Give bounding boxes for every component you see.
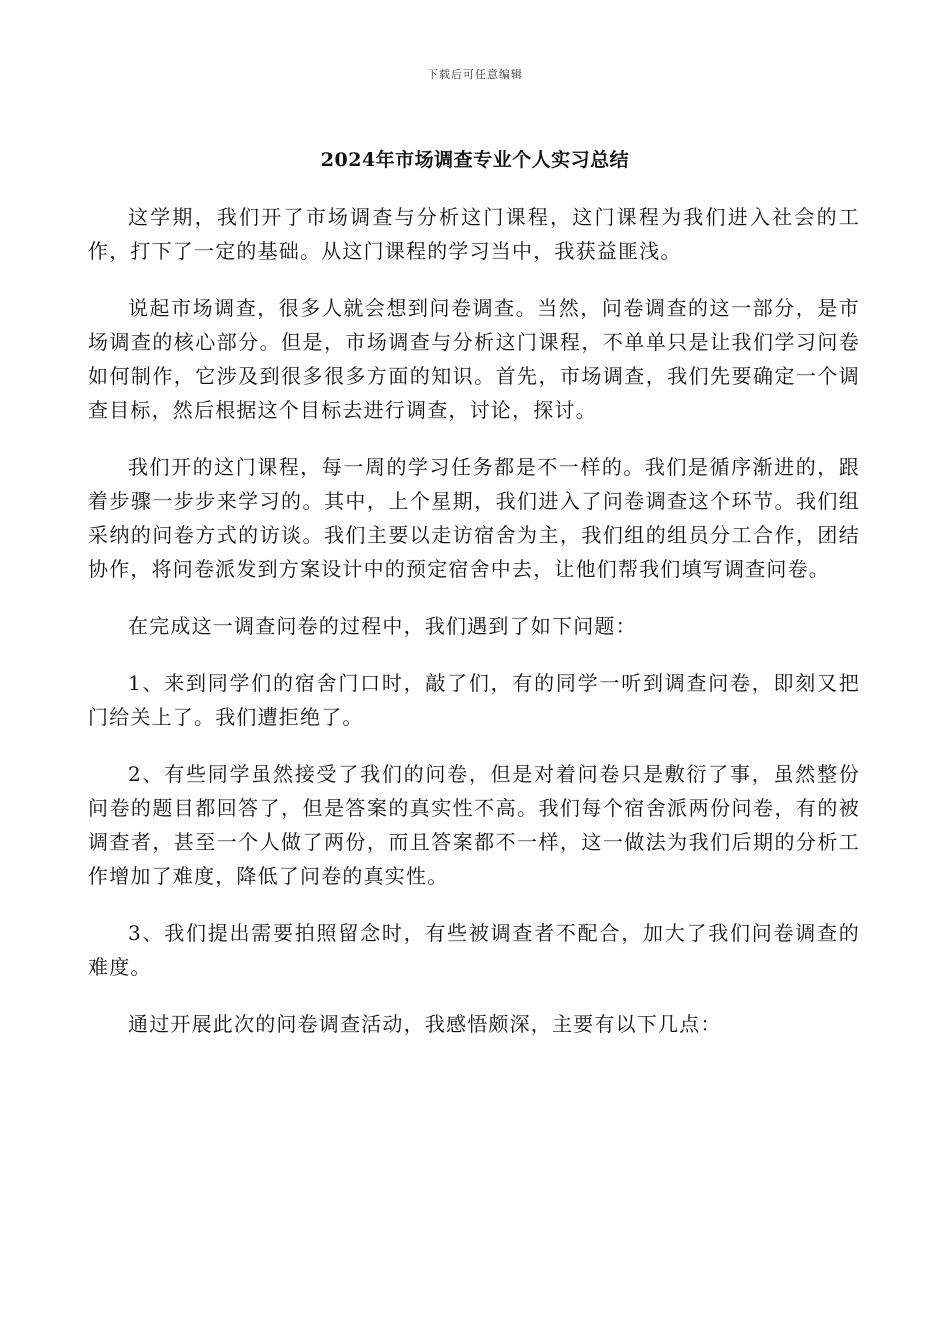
paragraph: 3、我们提出需要拍照留念时，有些被调查者不配合，加大了我们问卷调查的难度。: [88, 921, 860, 979]
paragraph: 通过开展此次的问卷调查活动，我感悟颇深，主要有以下几点：: [128, 1012, 722, 1036]
paragraph: 这学期，我们开了市场调查与分析这门课程，这门课程为我们进入社会的工作，打下了一定的基础。从这门课程的学习当中，我获益匪浅。: [88, 205, 860, 263]
paragraph: 我们开的这门课程，每一周的学习任务都是不一样的。我们是循序渐进的，跟着步骤一步步来学习的。其中，上个星期，我们进入了问卷调查这个环节。我们组采纳的问卷方式的访谈。我们主要以走访宿舍为主，我们组的组员分工合作，团结协作，将问卷派发到方案设计中的预定宿舍中去，让他们帮我们填写调查问卷。: [88, 455, 860, 581]
paragraph: 1、来到同学们的宿舍门口时，敲了们，有的同学一听到调查问卷，即刻又把门给关上了。我们遭拒绝了。: [88, 671, 860, 729]
paragraph: 2、有些同学虽然接受了我们的问卷，但是对着问卷只是敷衍了事，虽然整份问卷的题目都回答了，但是答案的真实性不高。我们每个宿舍派两份问卷，有的被调查者，甚至一个人做了两份，而且答案都不一样，这一做法为我们后期的分析工作增加了难度，降低了问卷的真实性。: [88, 762, 860, 888]
paragraph: 说起市场调查，很多人就会想到问卷调查。当然，问卷调查的这一部分，是市场调查的核心部分。但是，市场调查与分析这门课程，不单单只是让我们学习问卷如何制作，它涉及到很多很多方面的知识。首先，市场调查，我们先要确定一个调查目标，然后根据这个目标去进行调查，讨论，探讨。: [88, 296, 860, 422]
document-title: 2024年市场调查专业个人实习总结: [320, 149, 630, 171]
paragraph: 在完成这一调查问卷的过程中，我们遇到了如下问题：: [128, 614, 637, 638]
header-note: 下载后可任意编辑: [427, 68, 523, 81]
document-body: [88, 200, 860, 1064]
